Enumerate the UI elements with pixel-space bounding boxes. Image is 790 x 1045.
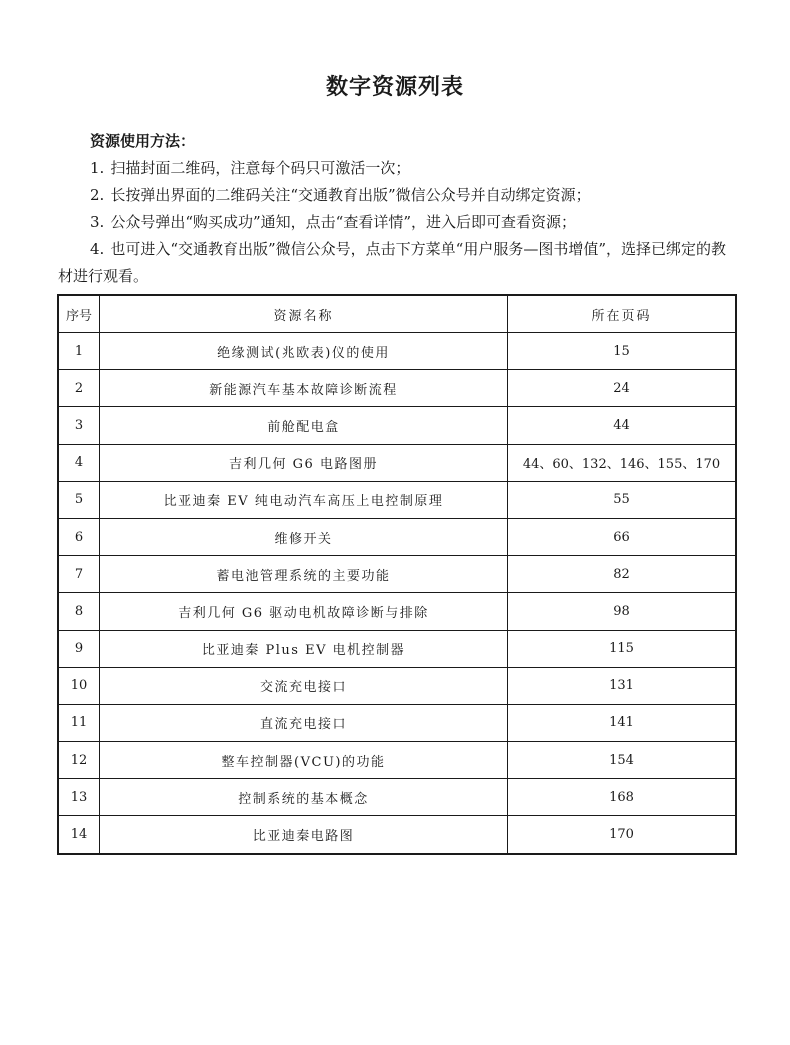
step-text: 也可进入“交通教育出版”微信公众号，点击下方菜单“用户服务—图书增值”，选择已绑定的教材进行观看。 [58, 240, 726, 285]
step-text: 长按弹出界面的二维码关注“交通教育出版”微信公众号并自动绑定资源； [110, 186, 591, 204]
cell-number: 11 [58, 704, 100, 741]
step-text: 扫描封面二维码，注意每个码只可激活一次； [110, 159, 411, 177]
step-number: 2. [90, 186, 105, 204]
table-header-row [58, 295, 736, 333]
cell-resource-name: 比亚迪秦电路图 [100, 816, 508, 854]
column-header-number: 序号 [58, 295, 100, 333]
step-number: 1. [90, 159, 105, 177]
cell-resource-name: 维修开关 [100, 518, 508, 555]
cell-number: 2 [58, 370, 100, 407]
cell-number: 6 [58, 518, 100, 555]
cell-resource-name: 吉利几何 G6 驱动电机故障诊断与排除 [100, 593, 508, 630]
column-header-page: 所在页码 [508, 295, 737, 333]
cell-page: 44、60、132、146、155、170 [508, 444, 737, 481]
table-row [58, 742, 736, 779]
table-row [58, 593, 736, 630]
cell-page: 98 [508, 593, 737, 630]
cell-resource-name: 吉利几何 G6 电路图册 [100, 444, 508, 481]
cell-number: 4 [58, 444, 100, 481]
usage-instructions [58, 128, 738, 290]
step-text: 公众号弹出“购买成功”通知，点击“查看详情”，进入后即可查看资源； [110, 213, 576, 231]
cell-page: 15 [508, 333, 737, 370]
cell-page: 66 [508, 518, 737, 555]
table-row [58, 407, 736, 444]
cell-resource-name: 交流充电接口 [100, 667, 508, 704]
cell-resource-name: 控制系统的基本概念 [100, 779, 508, 816]
table-row [58, 370, 736, 407]
table-row [58, 667, 736, 704]
step-number: 3. [90, 213, 105, 231]
column-header-name: 资源名称 [100, 295, 508, 333]
cell-page: 168 [508, 779, 737, 816]
table-row [58, 779, 736, 816]
cell-resource-name: 新能源汽车基本故障诊断流程 [100, 370, 508, 407]
cell-number: 12 [58, 742, 100, 779]
cell-page: 55 [508, 481, 737, 518]
usage-step-1 [58, 155, 738, 182]
usage-heading: 资源使用方法： [90, 132, 196, 150]
cell-resource-name: 直流充电接口 [100, 704, 508, 741]
cell-page: 131 [508, 667, 737, 704]
page-title: 数字资源列表 [325, 75, 464, 100]
usage-step-3 [58, 209, 738, 236]
cell-number: 1 [58, 333, 100, 370]
cell-resource-name: 比亚迪秦 EV 纯电动汽车高压上电控制原理 [100, 481, 508, 518]
cell-resource-name: 蓄电池管理系统的主要功能 [100, 556, 508, 593]
cell-number: 9 [58, 630, 100, 667]
table-row [58, 518, 736, 555]
table-row [58, 556, 736, 593]
table-row [58, 333, 736, 370]
cell-number: 7 [58, 556, 100, 593]
cell-page: 154 [508, 742, 737, 779]
cell-resource-name: 绝缘测试(兆欧表)仪的使用 [100, 333, 508, 370]
usage-step-2 [58, 182, 738, 209]
cell-page: 141 [508, 704, 737, 741]
cell-page: 24 [508, 370, 737, 407]
table-row [58, 481, 736, 518]
cell-resource-name: 前舱配电盒 [100, 407, 508, 444]
cell-page: 82 [508, 556, 737, 593]
cell-page: 170 [508, 816, 737, 854]
cell-page: 115 [508, 630, 737, 667]
cell-number: 5 [58, 481, 100, 518]
step-number: 4. [90, 240, 105, 258]
cell-number: 14 [58, 816, 100, 854]
resource-table [57, 294, 737, 855]
table-row [58, 630, 736, 667]
table-row [58, 444, 736, 481]
cell-number: 13 [58, 779, 100, 816]
table-row [58, 816, 736, 854]
cell-number: 3 [58, 407, 100, 444]
cell-number: 10 [58, 667, 100, 704]
cell-number: 8 [58, 593, 100, 630]
table-row [58, 704, 736, 741]
cell-resource-name: 比亚迪秦 Plus EV 电机控制器 [100, 630, 508, 667]
usage-step-4 [58, 236, 738, 290]
cell-resource-name: 整车控制器(VCU)的功能 [100, 742, 508, 779]
cell-page: 44 [508, 407, 737, 444]
